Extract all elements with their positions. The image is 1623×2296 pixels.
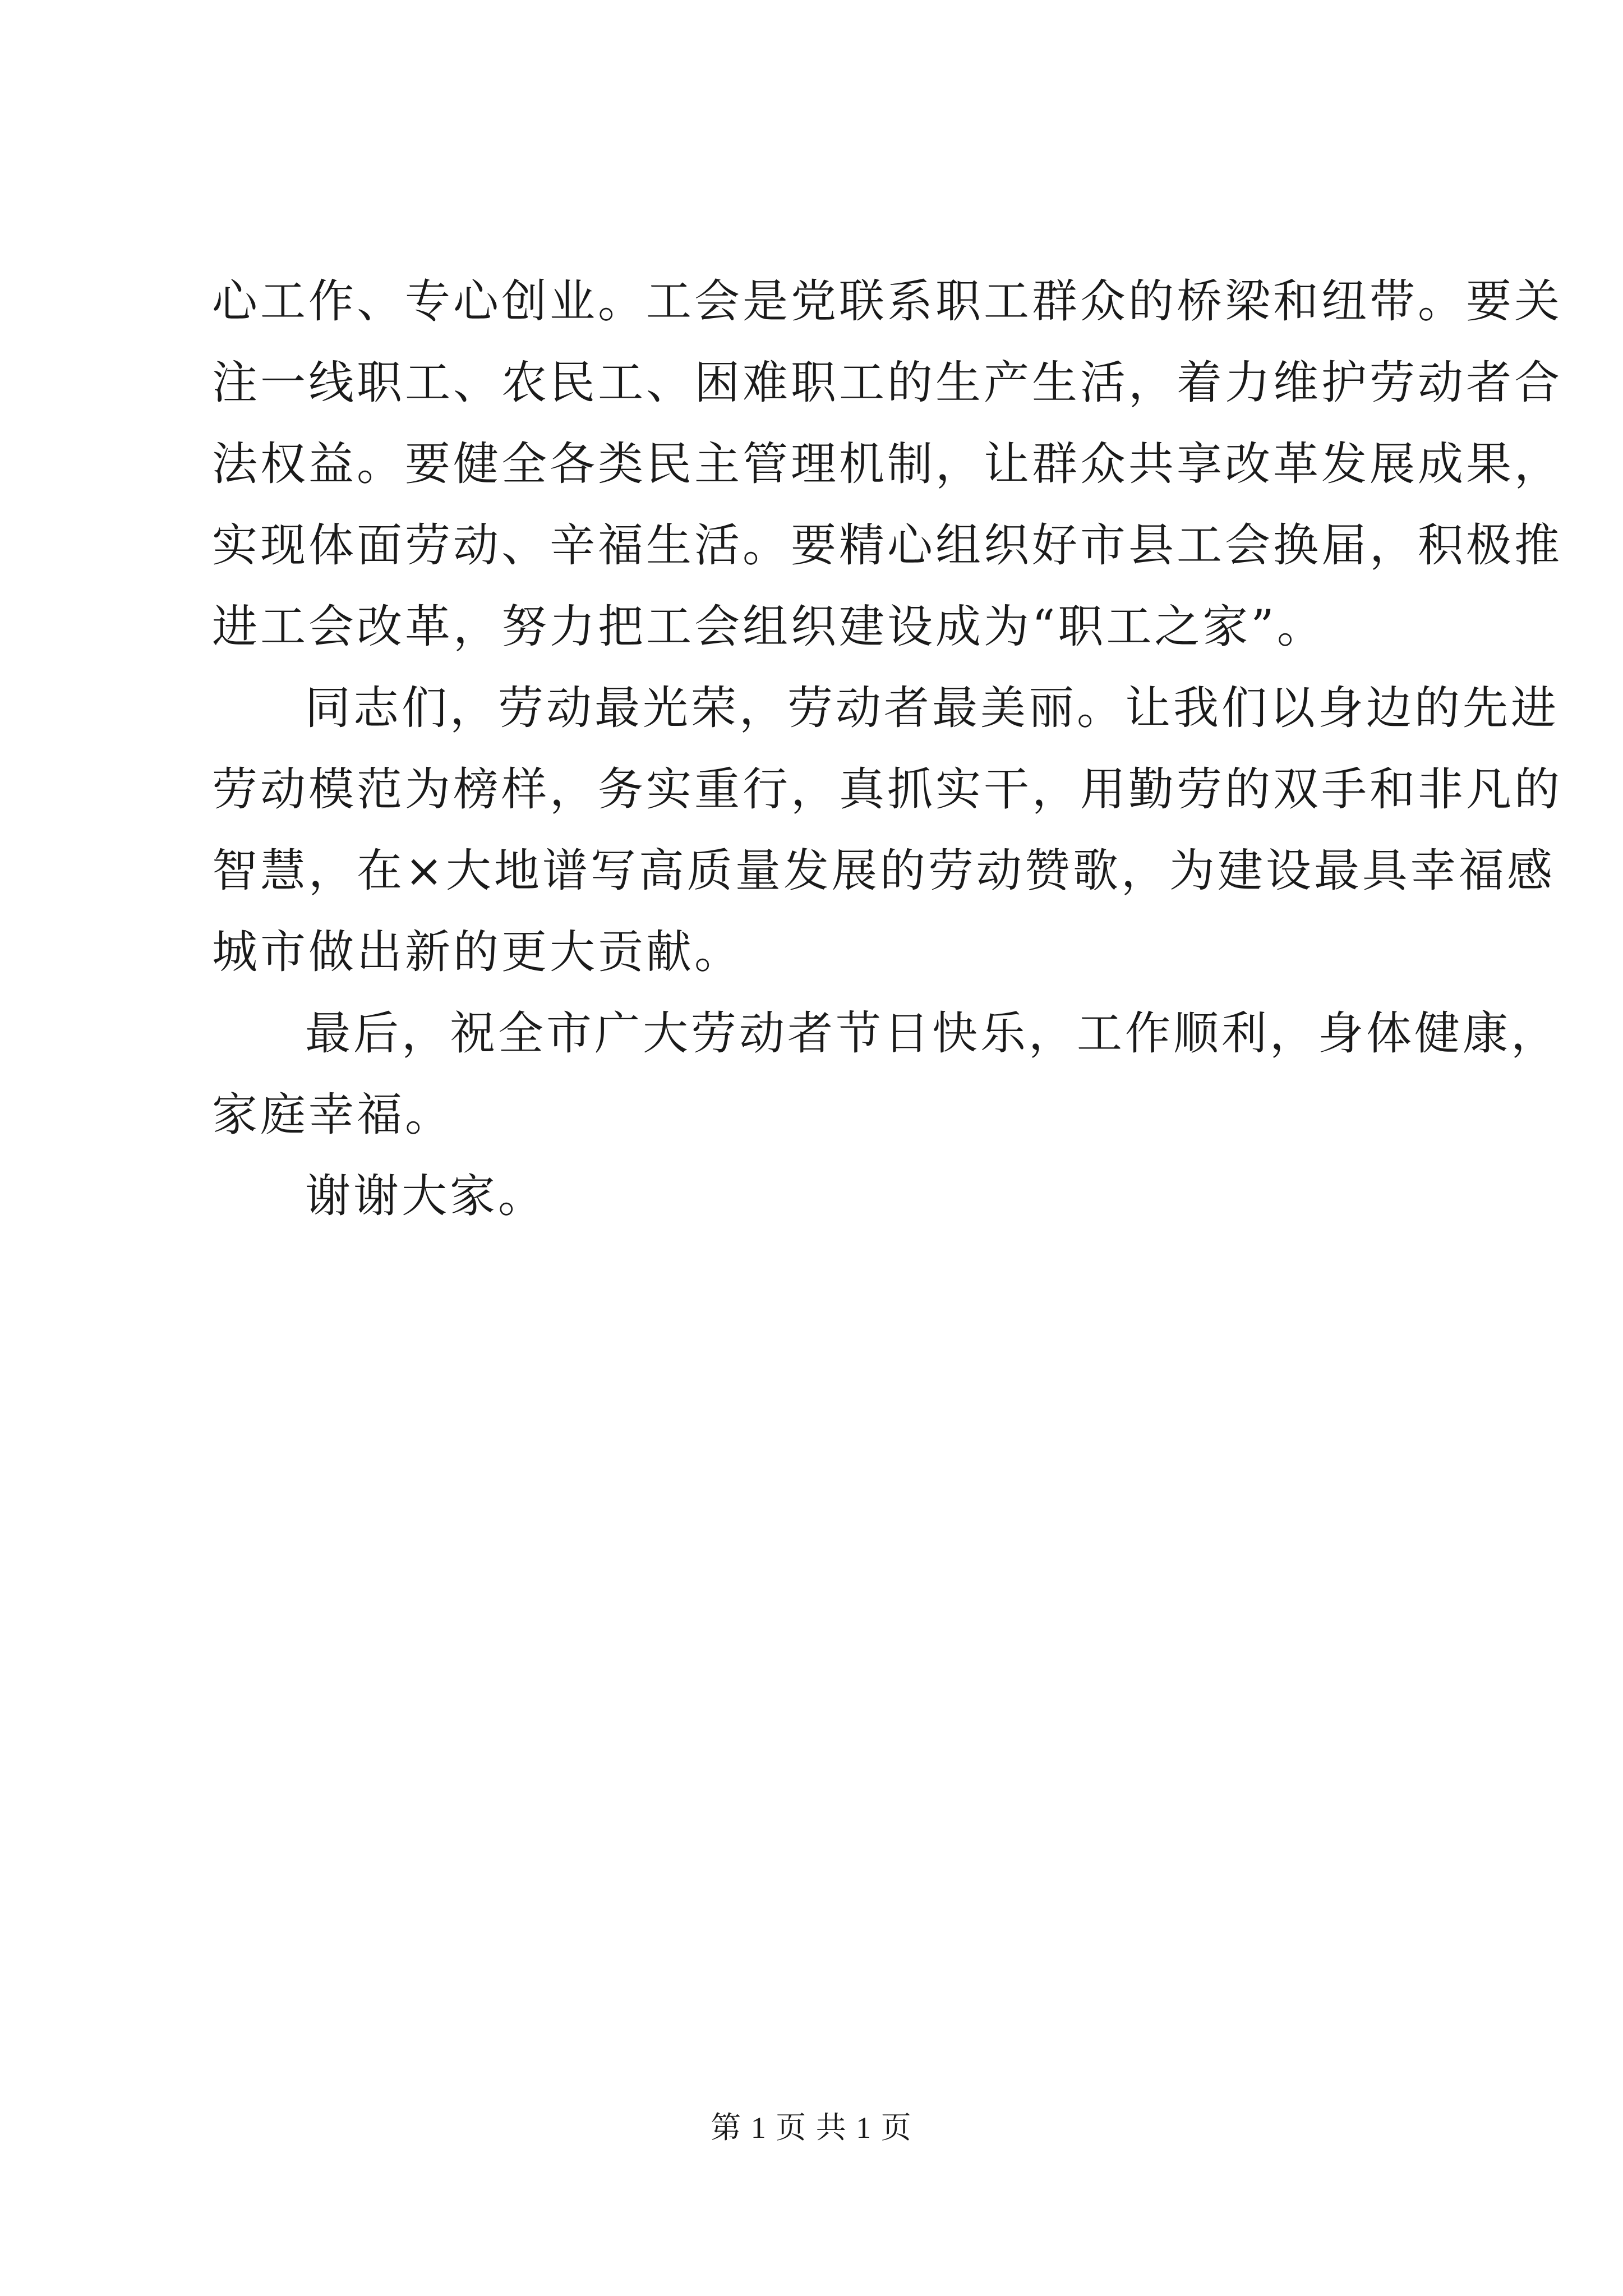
- paragraph-line: 进工会改革，努力把工会组织建设成为“职工之家”。: [212, 601, 1325, 654]
- paragraph-line: 注一线职工、农民工、困难职工的生产生活，着力维护劳动者合: [212, 357, 1563, 409]
- paragraph-line: 家庭幸福。: [212, 1089, 454, 1142]
- paragraph-line: 劳动模范为榜样，务实重行，真抓实干，用勤劳的双手和非凡的: [212, 763, 1563, 816]
- paragraph-line: 实现体面劳动、辛福生活。要精心组织好市县工会换届，积极推: [212, 519, 1563, 572]
- document-body: [212, 261, 1563, 1237]
- page-footer: 第 1 页 共 1 页: [711, 2111, 912, 2145]
- paragraph-line: 心工作、专心创业。工会是党联系职工群众的桥梁和纽带。要关: [212, 275, 1563, 328]
- paragraph-line: 最后，祝全市广大劳动者节日快乐，工作顺利，身体健康，: [305, 1007, 1560, 1060]
- paragraph-line: 法权益。要健全各类民主管理机制，让群众共享改革发展成果，: [212, 438, 1563, 491]
- paragraph-line: 智慧，在×大地谱写高质量发展的劳动赞歌，为建设最具幸福感: [212, 845, 1555, 898]
- paragraph-line: 城市做出新的更大贡献。: [212, 926, 743, 979]
- paragraph-line: 同志们，劳动最光荣，劳动者最美丽。让我们以身边的先进: [305, 682, 1560, 735]
- paragraph-line: 谢谢大家。: [305, 1170, 547, 1223]
